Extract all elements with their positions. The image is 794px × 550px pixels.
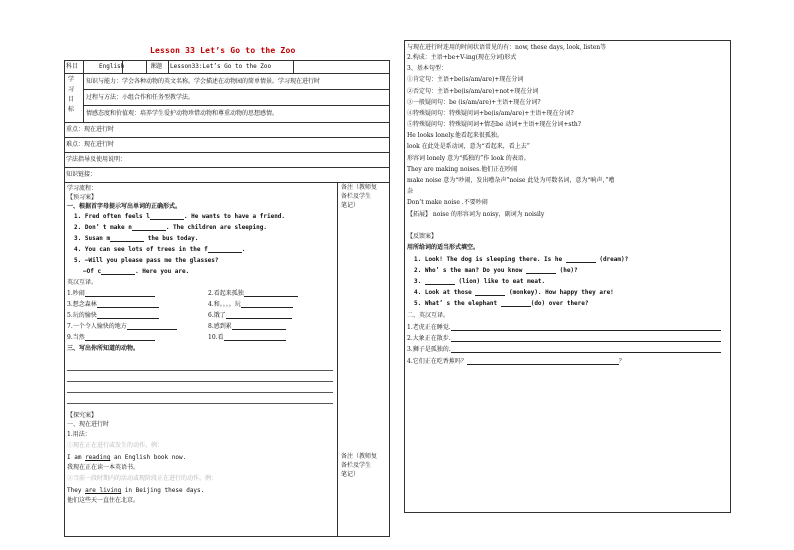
preview-item-5-answer: —Of c . Here you are. (83, 268, 190, 275)
objective-emotion: 情感态度和价值观：培养学生爱护动物珍惜动物和尊重动物的思想感情。 (86, 110, 279, 117)
explore-usage: 1.用法： (67, 431, 91, 438)
right-line-9: He looks lonely.他看起来很孤独。 (407, 132, 503, 139)
explore-usage-2: ②当前一段时期内的活动或现阶段正在进行的动作。例： (67, 475, 218, 482)
right-line-3: 3、基本句型： (407, 65, 447, 72)
method-guide: 学法指导及使用说明： (66, 156, 127, 163)
feedback-item-1: 1. Look! The dog is sleeping there. Is he (dream)? (414, 256, 629, 263)
explore-example-2: They are living in Beijing these days. (67, 487, 205, 494)
trans-1: 1.吵闹 (67, 290, 155, 297)
right-line-8: ⑤特殊疑问句：特殊疑问词+情态be 动词+主语+现在分词+sth? (407, 121, 581, 128)
notes-label-4: 备注（教师复 (341, 453, 378, 460)
objective-knowledge: 知识与能力：学会各种动物的英文名称。学会描述在动物园的简单情景。学习现在进行时 (86, 78, 321, 85)
trans-3: 3.想念森林 (67, 301, 159, 308)
notes-label-3: 笔记） (341, 202, 360, 209)
preview-item-4: 4. You can see lots of trees in the f . (74, 246, 246, 253)
subject-value: English (99, 63, 125, 70)
feedback-trans-3: 3.狮子是孤独的. (407, 346, 721, 353)
right-line-16: 【拓展】 noise 的形容词为 noisy，副词为 noisily (407, 211, 545, 218)
explore-section-1: 一、现在进行时 (67, 421, 110, 428)
feedback-item-4: 4. Look at those (monkey). How happy they are! (414, 289, 614, 296)
right-line-10: look 在此处是系动词，意为“看起来，看上去” (407, 143, 530, 150)
feedback-item-3: 3. (lion) like to eat meat. (414, 278, 546, 285)
notes-label-6: 笔记） (341, 471, 360, 478)
trans-8: 8.感到累 (208, 323, 286, 330)
objective-label-3: 目 (68, 96, 75, 103)
explore-translation-2: 他们这些天一直住在北京。 (67, 497, 140, 504)
feedback-trans-1: 1.老虎正在睡觉. (407, 324, 721, 331)
right-line-13: make noise 意为“吵闹，发出嘈杂声”noise 此处为可数名词，意为“响声，”嘈 (407, 177, 615, 184)
feedback-heading: 【反馈案】 (407, 233, 438, 240)
writing-line (67, 403, 333, 404)
writing-line (67, 392, 333, 393)
explore-example-1: I am reading an English book now. (67, 454, 187, 461)
right-line-5: ②否定句：主语+be(is/am/are)+not+现在分词 (407, 88, 539, 95)
writing-line (67, 370, 333, 371)
trans-5: 5.玩的愉快 (67, 312, 159, 319)
notes-label-1: 备注（教师复 (341, 184, 378, 191)
right-line-6: ③一般疑问句：be (is/am/are)+主语+现在分词? (407, 99, 541, 106)
preview-section-1: 一、根据首字母提示写出单词的正确形式。 (67, 203, 182, 210)
preview-item-3: 3. Susan m the bus today. (74, 235, 199, 242)
right-line-7: ④特殊疑问句：特殊疑问词+be(is/am/are)+主语+现在分词? (407, 110, 574, 117)
trans-10: 10.看 (208, 334, 286, 341)
trans-6: 6.饿了 (208, 312, 292, 319)
notes-label-5: 备栏及学生 (341, 462, 372, 469)
page-title: Lesson 33 Let’s Go to the Zoo (150, 46, 296, 55)
right-line-2: 2.构成：主语+be+V-ing(现在分词)形式 (407, 54, 517, 61)
explore-usage-1: ①现在正在进行或发生的动作。例： (67, 442, 164, 449)
notes-label-2: 备栏及学生 (341, 193, 372, 200)
translation-heading: 英汉互译。 (67, 279, 98, 286)
right-line-12: They are making noises.他们正在吵闹 (407, 166, 518, 173)
right-line-15: Don’t make noise .不要吵闹 (407, 199, 488, 206)
preview-item-1: 1. Fred often feels l . He wants to have a friend. (74, 213, 286, 220)
explore-heading: 【探究案】 (67, 412, 98, 419)
objective-label-4: 标 (68, 106, 75, 113)
difficult-point: 难点：现在进行时 (66, 141, 115, 148)
knowledge-link: 知识链接： (66, 171, 97, 178)
key-point: 重点：现在进行时 (66, 126, 115, 133)
process-label: 学习流程： (67, 185, 98, 192)
trans-7: 7.一个令人愉快的地方 (67, 323, 177, 330)
explore-translation-1: 我现在正在读一本英语书。 (67, 464, 140, 471)
feedback-trans-4: 4.它们正在吃香蕉吗？ ？ (407, 358, 625, 365)
objective-label-1: 学 (68, 76, 75, 83)
right-line-14: 杂 (407, 188, 414, 195)
topic-label: 课题 (150, 63, 163, 70)
preview-item-2: 2. Don’ t make n . The children are sleeping. (74, 224, 267, 231)
objective-process: 过程与方法：小组合作和任务型教学法。 (86, 94, 195, 101)
trans-9: 9.当然 (67, 334, 155, 341)
trans-4: 4.和。。。。玩 (208, 301, 293, 308)
preview-item-5: 5. —Will you please pass me the glasses? (74, 257, 219, 264)
right-line-11: 形容词 lonely 意为“孤独的”作 look 的表语。 (407, 155, 530, 162)
subject-label: 科目 (66, 63, 79, 70)
preview-heading: 【预习案】 (67, 194, 98, 201)
writing-line (67, 381, 333, 382)
topic-value: Lesson33:Let’s Go to the Zoo (170, 63, 272, 70)
right-line-1: 与现在进行时连用的时间状语常见的有：now, these days, look, listen等 (407, 44, 607, 51)
feedback-item-2: 2. Who’ s the man? Do you know (he)? (414, 267, 578, 274)
right-line-4: ①肯定句：主语+be(is/am/are)+现在分词 (407, 76, 524, 83)
feedback-translation-heading: 二、英汉互译。 (407, 312, 450, 319)
feedback-trans-2: 2.大象正在散步. (407, 335, 721, 342)
objective-label-2: 习 (68, 86, 75, 93)
trans-2: 2.看起来孤独 (208, 290, 298, 297)
animals-heading: 三、写出你所知道的动物。 (67, 345, 140, 352)
feedback-instruction: 用所给词的适当形式填空。 (407, 244, 480, 251)
feedback-item-5: 5. What’ s the elephant (do) over there? (414, 300, 589, 307)
